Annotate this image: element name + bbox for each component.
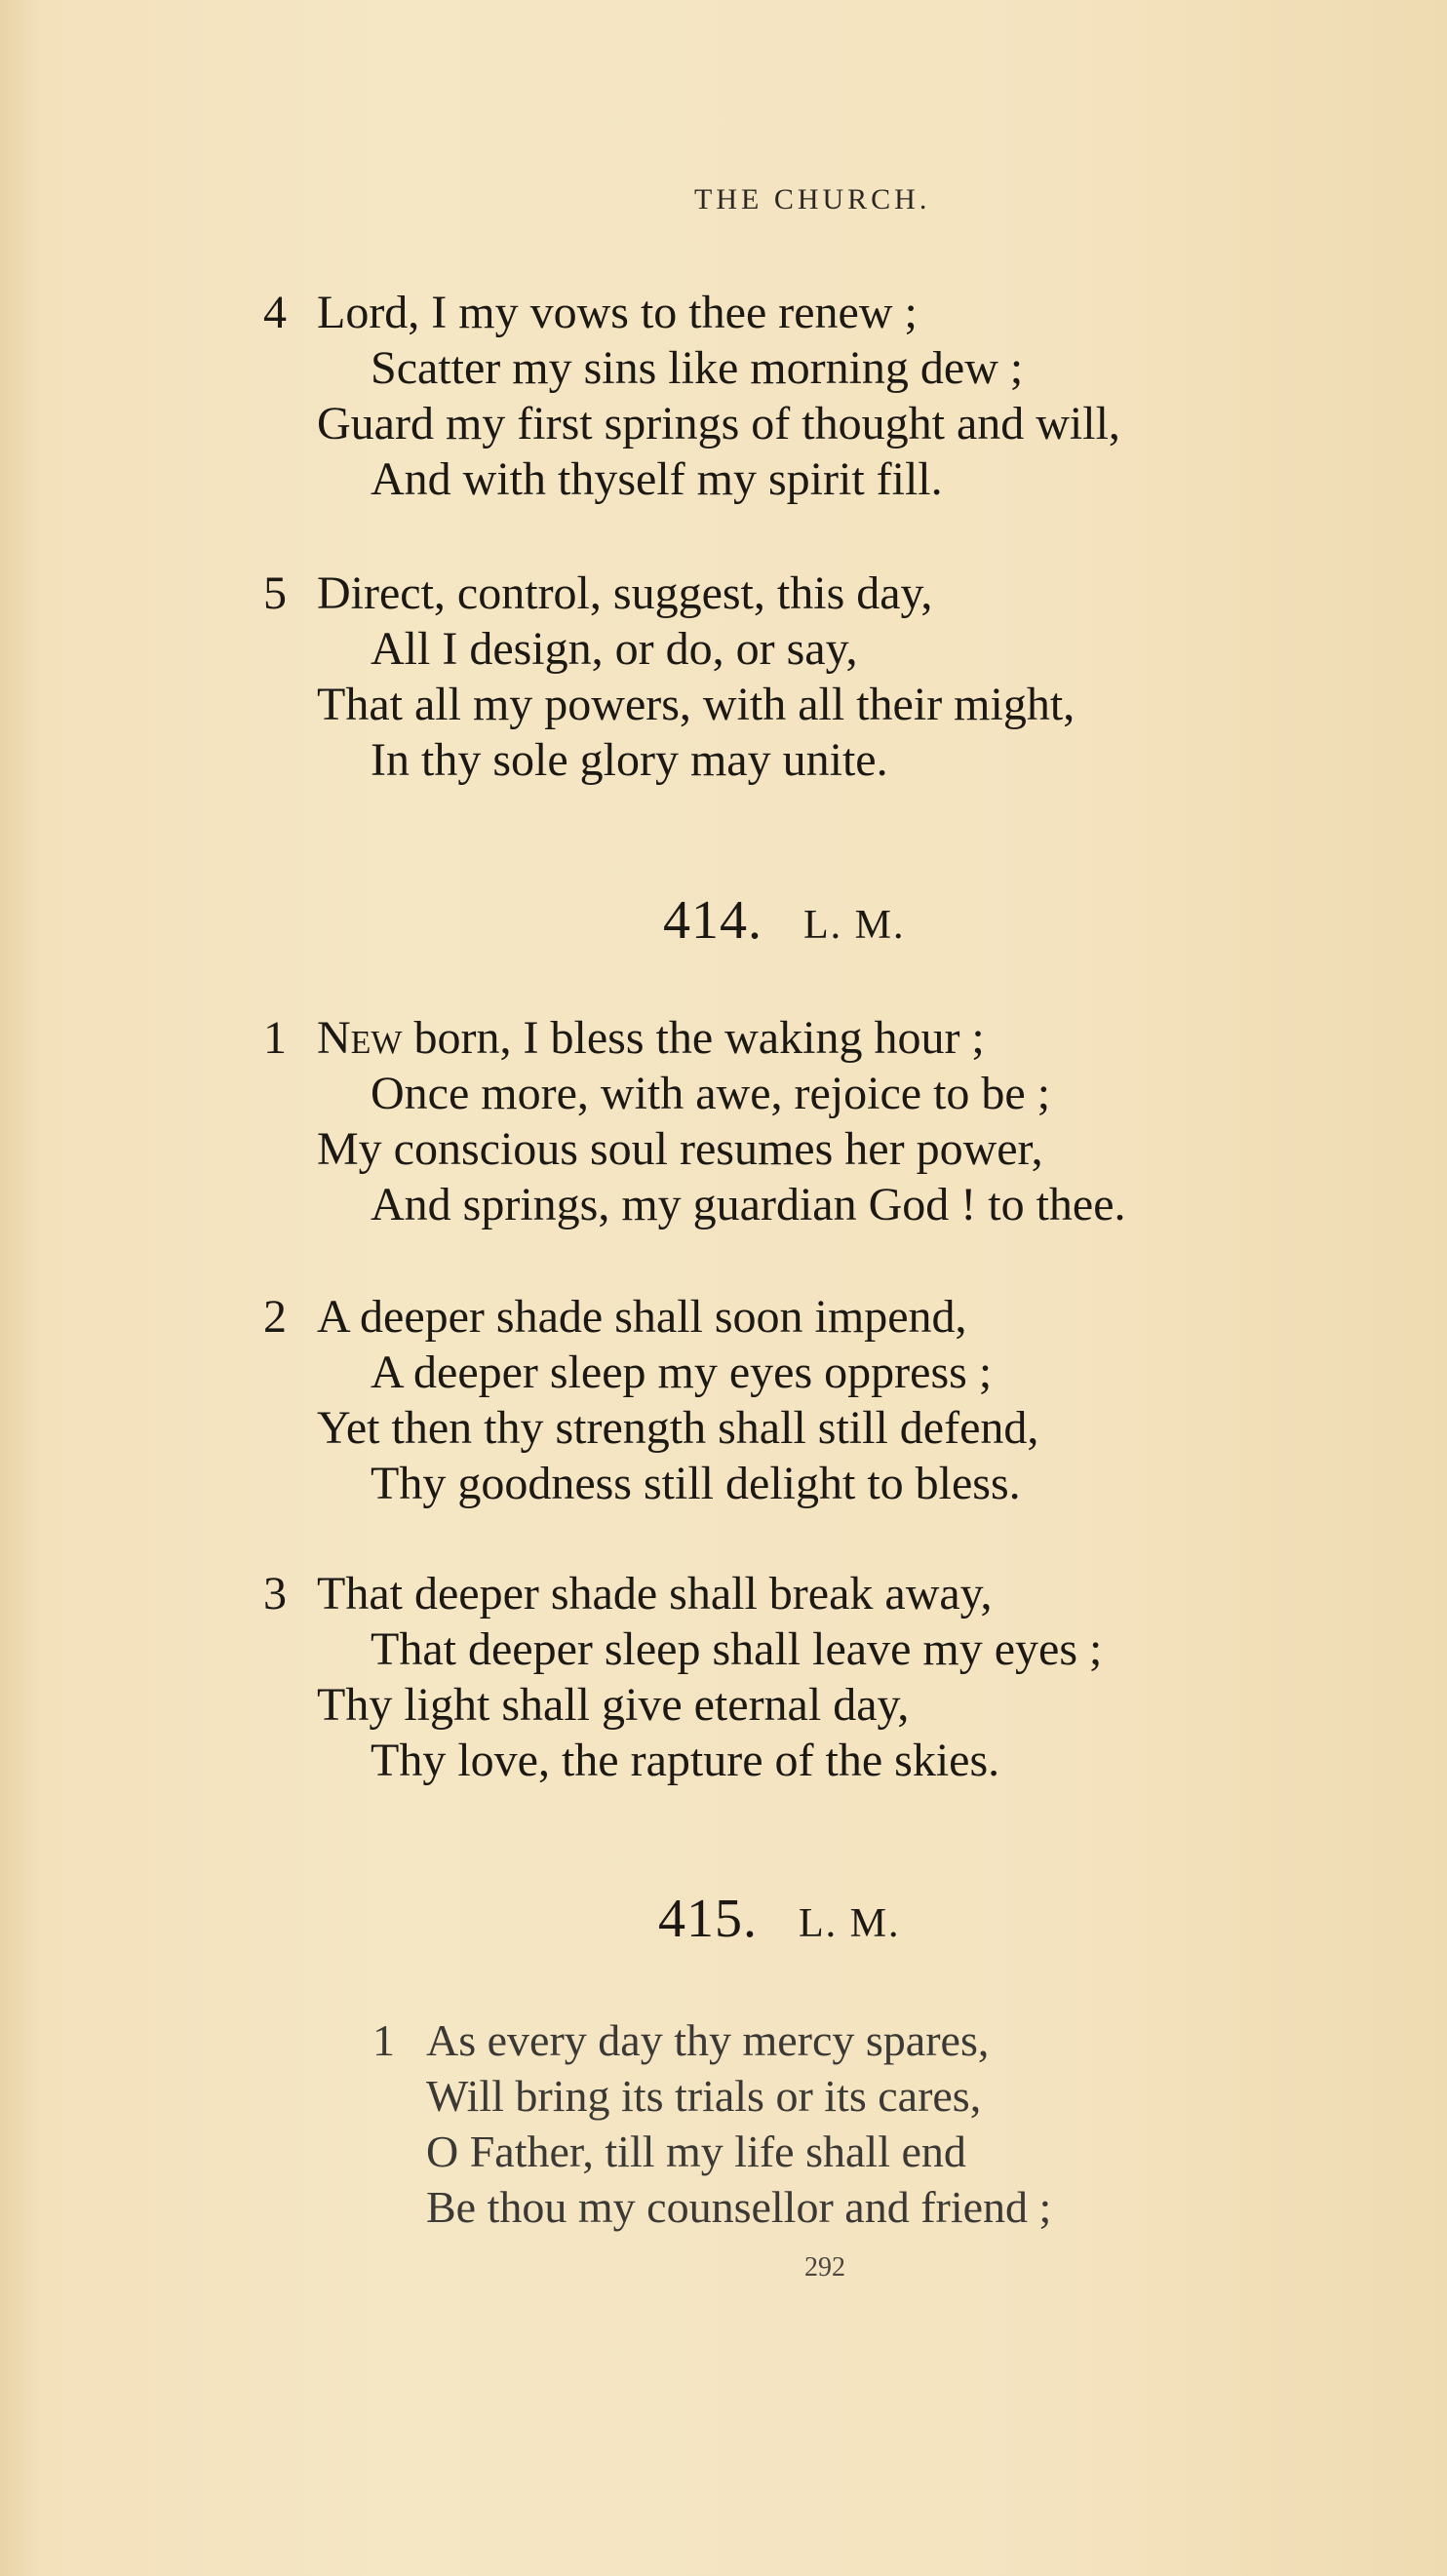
verse-line: As every day thy mercy spares,	[426, 2015, 990, 2065]
verse-line: In thy sole glory may unite.	[371, 734, 888, 786]
hymn-number: 415.	[658, 1889, 758, 1949]
hymn-number: 414.	[663, 890, 763, 951]
verse-line-first	[317, 1010, 1126, 1066]
verse-line: Guard my first springs of thought and will,	[317, 398, 1120, 449]
verse-line: And with thyself my spirit fill.	[371, 453, 943, 505]
stanza-number: 2	[263, 1291, 287, 1343]
stanza-number: 5	[263, 567, 287, 619]
verse-line: A deeper shade shall soon impend,	[317, 1291, 967, 1343]
verse-line: That all my powers, with all their might,	[317, 679, 1075, 730]
verse-line: That deeper sleep shall leave my eyes ;	[371, 1623, 1103, 1675]
stanza-number: 1	[372, 2015, 395, 2065]
verse-line: Lord, I my vows to thee renew ;	[317, 287, 918, 338]
verse-line: My conscious soul resumes her power,	[317, 1123, 1043, 1175]
verse-line: Thy love, the rapture of the skies.	[371, 1735, 1000, 1786]
verse-line: Thy light shall give eternal day,	[317, 1679, 910, 1731]
page-number: 292	[804, 2252, 845, 2283]
verse-line: Direct, control, suggest, this day,	[317, 567, 933, 619]
stanza-number: 4	[263, 287, 287, 338]
stanza-number: 1	[263, 1012, 287, 1064]
stanza-number: 3	[263, 1568, 287, 1620]
verse-line: O Father, till my life shall end	[426, 2127, 966, 2176]
verse-line: Thy goodness still delight to bless.	[371, 1458, 1021, 1509]
verse-line: Yet then thy strength shall still defend,	[317, 1402, 1039, 1454]
hymn-meter: L. M.	[803, 903, 906, 948]
verse-line-rest: born, I bless the waking hour ;	[402, 1012, 985, 1064]
hymn-meter: L. M.	[799, 1901, 901, 1946]
hymn-title-414	[663, 889, 906, 952]
verse-line: Scatter my sins like morning dew ;	[371, 342, 1024, 394]
verse-line: A deeper sleep my eyes oppress ;	[371, 1347, 993, 1398]
stanza-4	[263, 285, 1120, 507]
first-word: New	[317, 1012, 403, 1064]
hymn-415-stanza-1	[372, 2012, 1052, 2235]
verse-line: And springs, my guardian God ! to thee.	[371, 1179, 1126, 1230]
verse-line: That deeper shade shall break away,	[317, 1568, 993, 1620]
stanza-5	[263, 566, 1075, 788]
verse-line: Once more, with awe, rejoice to be ;	[371, 1068, 1051, 1119]
verse-line: All I design, or do, or say,	[371, 623, 858, 675]
hymn-title-415	[658, 1888, 901, 1950]
running-head: THE CHURCH.	[694, 183, 931, 215]
hymn-414-stanza-3	[263, 1566, 1103, 1788]
verse-line: Will bring its trials or its cares,	[426, 2071, 982, 2121]
hymn-414-stanza-2	[263, 1289, 1039, 1511]
hymn-414-stanza-1	[263, 1010, 1126, 1232]
verse-line: Be thou my counsellor and friend ;	[426, 2182, 1052, 2232]
